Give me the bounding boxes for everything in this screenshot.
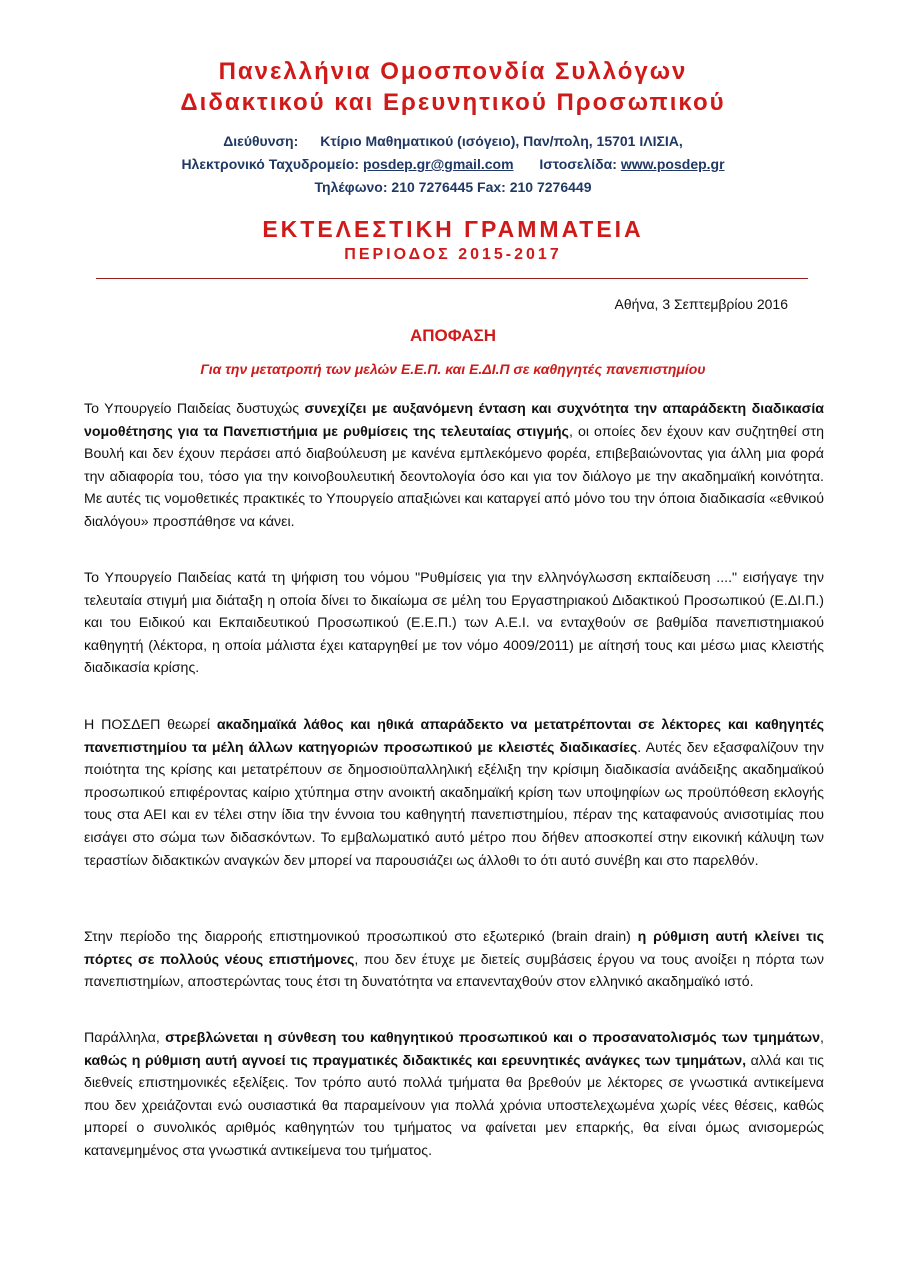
paragraph-5 <box>84 1027 824 1163</box>
address-line <box>0 131 906 151</box>
p1-text-c: , οι οποίες δεν έχουν καν συζητηθεί στη Βουλή και δεν έχουν περάσει από διαβούλευση με κανένα εμπλεκόμενο φορέα, επιβεβαιώνοντας για άλλη μια φορά την αδιαφορία του, τόσο για την κοινοβουλευτική δεοντολογία όσο και για τον διάλογο με την ακαδημαϊκή κοινότητα. Με αυτές τις νομοθετικές πρακτικές το Υπουργείο απαξιώνει και καταργεί από μόνο του την όποια διαδικασία «εθνικού διαλόγου» προσπάθησε να κάνει. <box>84 423 824 530</box>
p5-bold-2: καθώς η ρύθμιση αυτή αγνοεί τις πραγματικές διδακτικές και ερευνητικές ανάγκες των τμημάτων, <box>84 1052 747 1069</box>
email-website-line <box>0 154 906 174</box>
phone-line: Τηλέφωνο: 210 7276445 Fax: 210 7276449 <box>314 179 592 195</box>
period-heading: ΠΕΡΙΟΔΟΣ 2015-2017 <box>344 246 562 263</box>
email-link[interactable]: posdep.gr@gmail.com <box>362 156 514 172</box>
paragraph-2: Το Υπουργείο Παιδείας κατά τη ψήφιση του νόμου "Ρυθμίσεις για την ελληνόγλωσση εκπαίδευση ...." εισήγαγε την τελευταία στιγμή μια διάταξη η οποία δίνει το δικαίωμα σε μέλη του Εργαστηριακού Διδακτικού Προσωπικού (Ε.ΔΙ.Π.) και του Ειδικού και Εκπαιδευτικού Προσωπικού (Ε.Ε.Π.) των Α.Ε.Ι. να ενταχθούν σε βαθμίδα πανεπιστημιακού καθηγητή (λέκτορα, η οποία μάλιστα έχει καταργηθεί με τον νόμο 4009/2011) με αίτησή τους και μέσω μιας κλειστής διαδικασία κρίσης. <box>84 570 824 677</box>
executive-secretariat-heading: ΕΚΤΕΛΕΣΤΙΚΗ ΓΡΑΜΜΑΤΕΙΑ <box>262 216 644 242</box>
p5-bold-1: στρεβλώνεται η σύνθεση του καθηγητικού προσωπικού και ο προσανατολισμός των τμημάτων <box>165 1030 821 1046</box>
email-label: Ηλεκτρονικό Ταχυδρομείο: <box>181 156 360 172</box>
paragraph-4 <box>84 926 824 994</box>
address-label: Διεύθυνση: <box>223 133 299 149</box>
p1-bold: συνεχίζει με αυξανόμενη ένταση και συχνότητα την απαράδεκτη διαδικασία νομοθέτησης για τα Πανεπιστήμια με ρυθμίσεις της τελευταίας στιγμής <box>84 401 824 440</box>
document-subject: Για την μετατροπή των μελών Ε.Ε.Π. και Ε.ΔΙ.Π σε καθηγητές πανεπιστημίου <box>200 361 706 377</box>
website-label: Ιστοσελίδα: <box>539 156 617 172</box>
p3-text-c: . Αυτές δεν εξασφαλίζουν την ποιότητα της κρίσης και μετατρέπουν σε δημοσιοϋπαλληλική εξέλιξη την κρίσιμη διαδικασία ανάδειξης ακαδημαϊκού προσωπικού επιφέροντας καίριο χτύπημα στην ανοικτή ακαδημαϊκή κρίση των υποψηφίων ως προϋπόθεση εκλογής τους στα ΑΕΙ και εν τέλει στην ίδια την έννοια του καθηγητή πανεπιστημίου, πέραν της καταφανούς ανισοτιμίας που εισάγει στο σώμα των διδασκόντων. Το εμβαλωματικό αυτό μέτρο που δήθεν αποσκοπεί στην εικονική κάλυψη των τεραστίων διδακτικών αναγκών δεν μπορεί να παρουσιάζει ως άλλοθι το ότι αυτό συνέβη και στο παρελθόν. <box>84 739 824 869</box>
p4-text-c: , που δεν έτυχε με διετείς συμβάσεις έργου να τους ανοίξει η πόρτα των πανεπιστημίων, αποστερώντας τους έτσι τη δυνατότητα να επανενταχθούν στον ελληνικό ακαδημαϊκό ιστό. <box>84 951 824 991</box>
document-title: ΑΠΟΦΑΣΗ <box>409 326 497 345</box>
paragraph-1 <box>84 398 824 534</box>
p5-text-a: Παράλληλα, <box>84 1030 166 1046</box>
p1-text-a: Το Υπουργείο Παιδείας δυστυχώς <box>84 401 305 417</box>
p5-text-c: , <box>820 1030 824 1046</box>
p5-text-e: αλλά και τις διεθνείς επιστημονικές εξελίξεις. Τον τρόπο αυτό πολλά τμήματα θα βρεθούν με λέκτορες σε γνωστικά αντικείμενα που δεν χρειάζονται ενώ ουσιαστικά θα παραμείνουν για πολλά χρόνια υποστελεχωμένα χωρίς νέες θέσεις, καθώς μπορεί ο συνολικός αριθμός καθηγητών του τμήματος να φαίνεται μεν επαρκής, θα είναι όμως ανισομερώς κατανεμημένος στα γνωστικά αντικείμενα του τμήματος. <box>84 1052 824 1159</box>
p3-bold: ακαδημαϊκά λάθος και ηθικά απαράδεκτο να μετατρέπονται σε λέκτορες και καθηγητές πανεπιστημίου τα μέλη άλλων κατηγοριών προσωπικού με κλειστές διαδικασίες <box>84 717 824 756</box>
organization-name-line2: Διδακτικού και Ερευνητικού Προσωπικού <box>180 89 726 116</box>
p3-text-a: Η ΠΟΣΔΕΠ θεωρεί <box>84 717 217 733</box>
organization-name-line1: Πανελλήνια Ομοσπονδία Συλλόγων <box>218 58 688 85</box>
website-link[interactable]: www.posdep.gr <box>620 156 725 172</box>
p4-text-a: Στην περίοδο της διαρροής επιστημονικού προσωπικού στο εξωτερικό (brain drain) <box>84 929 638 945</box>
address-value: Κτίριο Μαθηματικού (ισόγειο), Παν/πολη, 15701 ΙΛΙΣΙΑ, <box>320 133 683 149</box>
date-line: Αθήνα, 3 Σεπτεμβρίου 2016 <box>614 296 788 312</box>
p4-bold: η ρύθμιση αυτή κλείνει τις πόρτες σε πολλούς νέους επιστήμονες <box>84 929 824 968</box>
header-divider <box>96 278 808 279</box>
paragraph-3 <box>84 714 824 872</box>
